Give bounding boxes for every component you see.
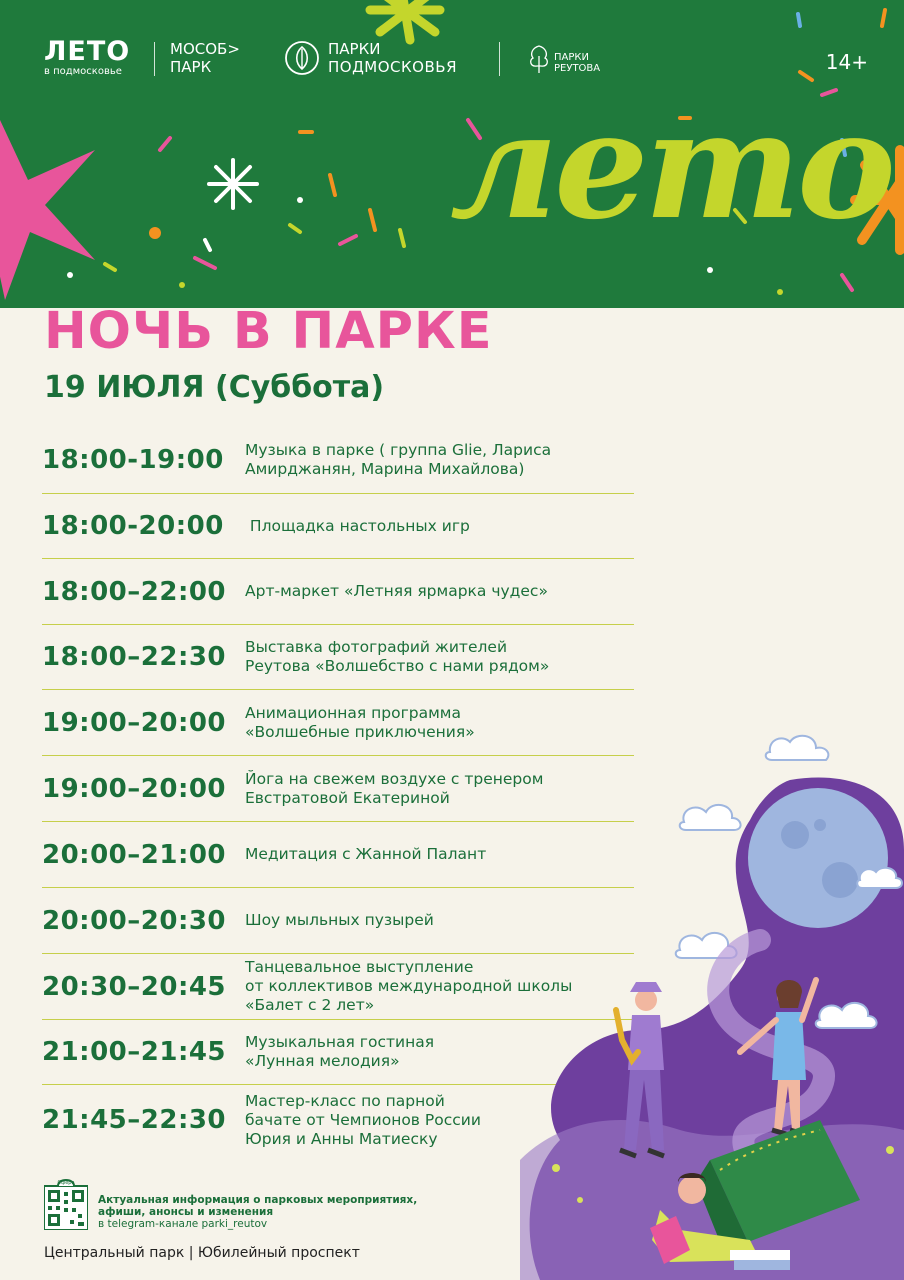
- logo-mosoblpark-line1: МОСОБ>: [170, 40, 240, 58]
- schedule-description: [245, 1033, 434, 1071]
- description-line: Музыкальная гостиная: [245, 1033, 435, 1051]
- logo-parki-line1: ПАРКИ: [328, 40, 381, 58]
- leto-script-title: лето: [450, 78, 892, 252]
- logo-divider: [499, 42, 500, 76]
- logo-mosoblpark-line2: ПАРК: [170, 58, 212, 76]
- schedule-description: [245, 441, 551, 479]
- description-line: Арт-маркет «Летняя ярмарка чудес»: [245, 582, 548, 600]
- description-line: «Лунная мелодия»: [245, 1052, 400, 1070]
- description-line: Медитация с Жанной Палант: [245, 845, 487, 863]
- schedule-time: 19:00–20:00: [42, 707, 227, 738]
- white-star-icon: [209, 160, 257, 208]
- schedule-description: [245, 638, 549, 676]
- schedule-description: [245, 911, 434, 930]
- schedule-time: 20:30–20:45: [42, 971, 227, 1002]
- schedule-time: 18:00–22:30: [42, 642, 227, 672]
- info-line: афиши, анонсы и изменения: [98, 1206, 274, 1218]
- schedule-description: [245, 1092, 481, 1149]
- schedule-description: [245, 704, 475, 742]
- leaf-circle-icon: [284, 40, 320, 76]
- description-line: «Волшебные приключения»: [245, 722, 475, 741]
- schedule-time: 21:00–21:45: [42, 1037, 227, 1067]
- description-line: Музыка в парке ( группа Glie, Лариса: [245, 440, 552, 459]
- logo-divider: [154, 42, 155, 76]
- description-line: Анимационная программа: [245, 703, 461, 722]
- description-line: Юрия и Анны Матиеску: [245, 1129, 438, 1148]
- logo-mosoblpark: [170, 40, 240, 76]
- header-banner: [0, 0, 904, 308]
- schedule-time: 19:00–20:00: [42, 773, 227, 804]
- night-park-illustration: [520, 730, 904, 1280]
- schedule-row: [42, 625, 634, 690]
- description-line: Мастер-класс по парной: [245, 1091, 445, 1110]
- description-line: Йога на свежем воздухе с тренером: [245, 769, 544, 788]
- description-line: от коллективов международной школы: [245, 977, 573, 995]
- pink-star-icon: [0, 120, 95, 300]
- qr-code-icon: [44, 1176, 88, 1230]
- park-address: Центральный парк | Юбилейный проспект: [44, 1245, 360, 1261]
- event-title: НОЧЬ В ПАРКЕ: [44, 302, 493, 361]
- logo-leto-subtitle: в подмосковье: [44, 66, 122, 77]
- logo-leto-text: ЛЕТО: [44, 36, 131, 67]
- info-line: в telegram-канале parki_reutov: [98, 1218, 268, 1230]
- logo-leto: [44, 38, 130, 78]
- schedule-description: [245, 845, 486, 864]
- tree-icon: [528, 44, 550, 74]
- description-line: Танцевальное выступление: [245, 958, 474, 976]
- description-line: Шоу мыльных пузырей: [245, 911, 434, 929]
- logo-reutov-line1: ПАРКИ: [554, 52, 589, 63]
- description-line: Амирджанян, Марина Михайлова): [245, 459, 525, 478]
- description-line: Евстратовой Екатериной: [245, 788, 450, 807]
- schedule-description: [245, 770, 543, 808]
- yellow-star-icon: [370, 0, 440, 40]
- age-rating: 14+: [825, 50, 868, 74]
- logo-parki-line2: ПОДМОСКОВЬЯ: [328, 58, 457, 76]
- schedule-time: 20:00–21:00: [42, 839, 227, 870]
- qr-label: Сфера: [57, 1180, 75, 1186]
- description-line: «Балет с 2 лет»: [245, 996, 375, 1014]
- telegram-info: [98, 1194, 417, 1230]
- schedule-row: [42, 559, 634, 625]
- schedule-time: 18:00-20:00: [42, 511, 224, 541]
- schedule-row: [42, 494, 634, 559]
- description-line: Реутова «Волшебство с нами рядом»: [245, 657, 550, 675]
- schedule-time: 18:00-19:00: [42, 444, 224, 475]
- info-line: Актуальная информация о парковых мероприятиях,: [98, 1194, 418, 1206]
- schedule-time: 18:00–22:00: [42, 576, 227, 607]
- description-line: Площадка настольных игр: [245, 516, 470, 535]
- schedule-description: [245, 582, 548, 601]
- description-line: бачате от Чемпионов России: [245, 1110, 481, 1129]
- description-line: Выставка фотографий жителей: [245, 638, 508, 656]
- logo-reutov-line2: РЕУТОВА: [554, 63, 601, 74]
- logo-parki-podmoskovya: [284, 40, 457, 76]
- schedule-time: 21:45–22:30: [42, 1105, 227, 1135]
- schedule-time: 20:00–20:30: [42, 905, 227, 936]
- event-date: 19 ИЮЛЯ (Суббота): [44, 370, 385, 405]
- logo-parki-reutova: [528, 44, 600, 74]
- moon-icon: [748, 788, 888, 928]
